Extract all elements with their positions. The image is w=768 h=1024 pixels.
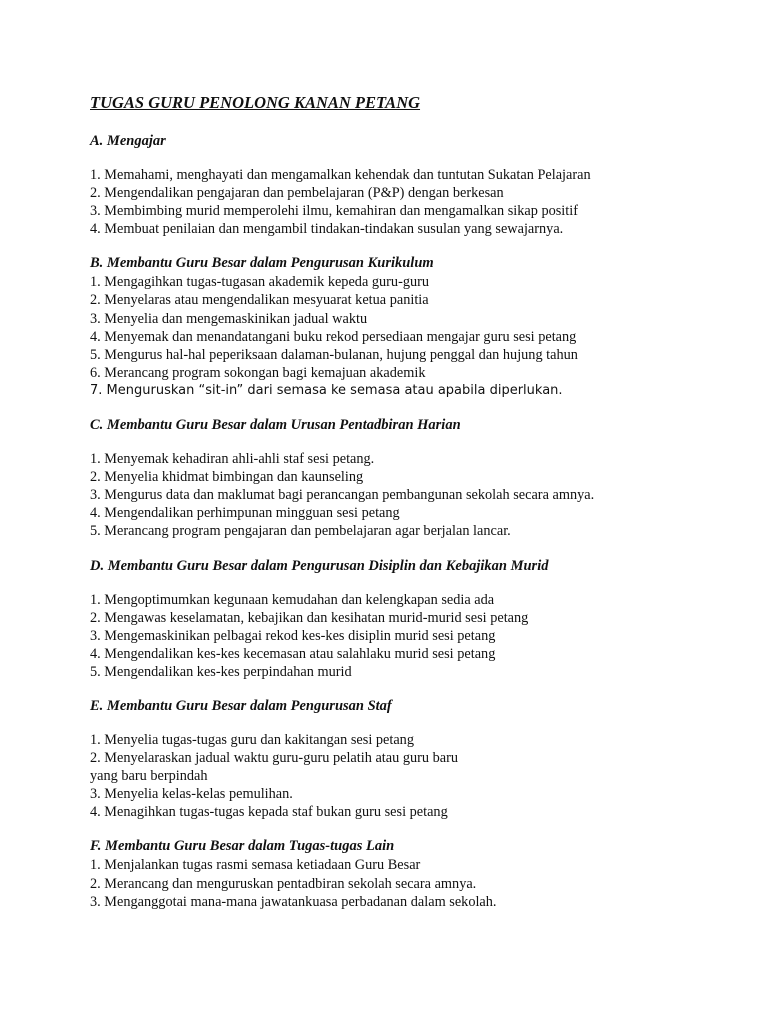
list-item: 3. Mengemaskinikan pelbagai rekod kes-kes disiplin murid sesi petang <box>90 627 496 644</box>
list-item: 1. Menyemak kehadiran ahli-ahli staf sesi petang. <box>90 451 375 468</box>
list-item: 3. Menyelia dan mengemaskinikan jadual waktu <box>90 310 368 327</box>
list-item: 1. Menjalankan tugas rasmi semasa ketiadaan Guru Besar <box>90 857 421 874</box>
list-item: 4. Menyemak dan menandatangani buku rekod persediaan mengajar guru sesi petang <box>90 328 577 345</box>
section-heading: C. Membantu Guru Besar dalam Urusan Pentadbiran Harian <box>90 417 461 434</box>
section-heading: B. Membantu Guru Besar dalam Pengurusan Kurikulum <box>90 255 434 272</box>
list-item: 3. Membimbing murid memperolehi ilmu, kemahiran dan mengamalkan sikap positif <box>90 203 578 220</box>
list-item: 1. Memahami, menghayati dan mengamalkan kehendak dan tuntutan Sukatan Pelajaran <box>90 167 591 183</box>
list-item: 5. Merancang program pengajaran dan pembelajaran agar berjalan lancar. <box>90 523 511 540</box>
list-item: 6. Merancang program sokongan bagi kemajuan akademik <box>90 364 426 381</box>
list-item: 3. Menganggotai mana-mana jawatankuasa perbadanan dalam sekolah. <box>90 893 497 910</box>
section-tugas-lain <box>90 837 730 910</box>
list-item: 4. Mengendalikan perhimpunan mingguan sesi petang <box>90 505 400 522</box>
list-item: yang baru berpindah <box>90 768 208 785</box>
list-item: 4. Mengendalikan kes-kes kecemasan atau salahlaku murid sesi petang <box>90 645 496 662</box>
section-heading: A. Mengajar <box>90 133 166 149</box>
section-kurikulum <box>90 254 730 400</box>
list-item: 1. Menyelia tugas-tugas guru dan kakitangan sesi petang <box>90 731 414 748</box>
section-pentadbiran-harian <box>90 416 730 540</box>
list-item: 3. Mengurus data dan maklumat bagi perancangan pembangunan sekolah secara amnya. <box>90 487 595 504</box>
list-item: 5. Mengendalikan kes-kes perpindahan murid <box>90 663 352 680</box>
list-item: 3. Menyelia kelas-kelas pemulihan. <box>90 786 293 803</box>
section-heading: E. Membantu Guru Besar dalam Pengurusan Staf <box>90 697 392 714</box>
list-item: 2. Mengawas keselamatan, kebajikan dan kesihatan murid-murid sesi petang <box>90 609 529 626</box>
list-item: 1. Mengoptimumkan kegunaan kemudahan dan kelengkapan sedia ada <box>90 591 495 608</box>
section-heading: F. Membantu Guru Besar dalam Tugas-tugas Lain <box>90 838 395 855</box>
list-item: 2. Menyelaraskan jadual waktu guru-guru pelatih atau guru baru <box>90 750 459 767</box>
list-item: 2. Mengendalikan pengajaran dan pembelajaran (P&P) dengan berkesan <box>90 185 504 202</box>
list-item: 7. Menguruskan “sit-in” dari semasa ke semasa atau apabila diperlukan. <box>90 382 563 398</box>
section-heading: D. Membantu Guru Besar dalam Pengurusan Disiplin dan Kebajikan Murid <box>90 557 549 574</box>
list-item: 2. Menyelia khidmat bimbingan dan kaunseling <box>90 469 364 486</box>
section-mengajar <box>90 132 730 238</box>
document-page <box>90 92 730 927</box>
list-item: 5. Mengurus hal-hal peperiksaan dalaman-bulanan, hujung penggal dan hujung tahun <box>90 346 578 363</box>
list-item: 4. Membuat penilaian dan mengambil tindakan-tindakan susulan yang sewajarnya. <box>90 221 564 238</box>
list-item: 2. Menyelaras atau mengendalikan mesyuarat ketua panitia <box>90 292 429 309</box>
list-item: 2. Merancang dan menguruskan pentadbiran sekolah secara amnya. <box>90 875 477 892</box>
section-pengurusan-staf <box>90 697 730 821</box>
document-title: TUGAS GURU PENOLONG KANAN PETANG <box>90 93 421 112</box>
list-item: 1. Mengagihkan tugas-tugasan akademik kepeda guru-guru <box>90 274 430 291</box>
section-disiplin-kebajikan <box>90 557 730 681</box>
list-item: 4. Menagihkan tugas-tugas kepada staf bukan guru sesi petang <box>90 804 448 821</box>
